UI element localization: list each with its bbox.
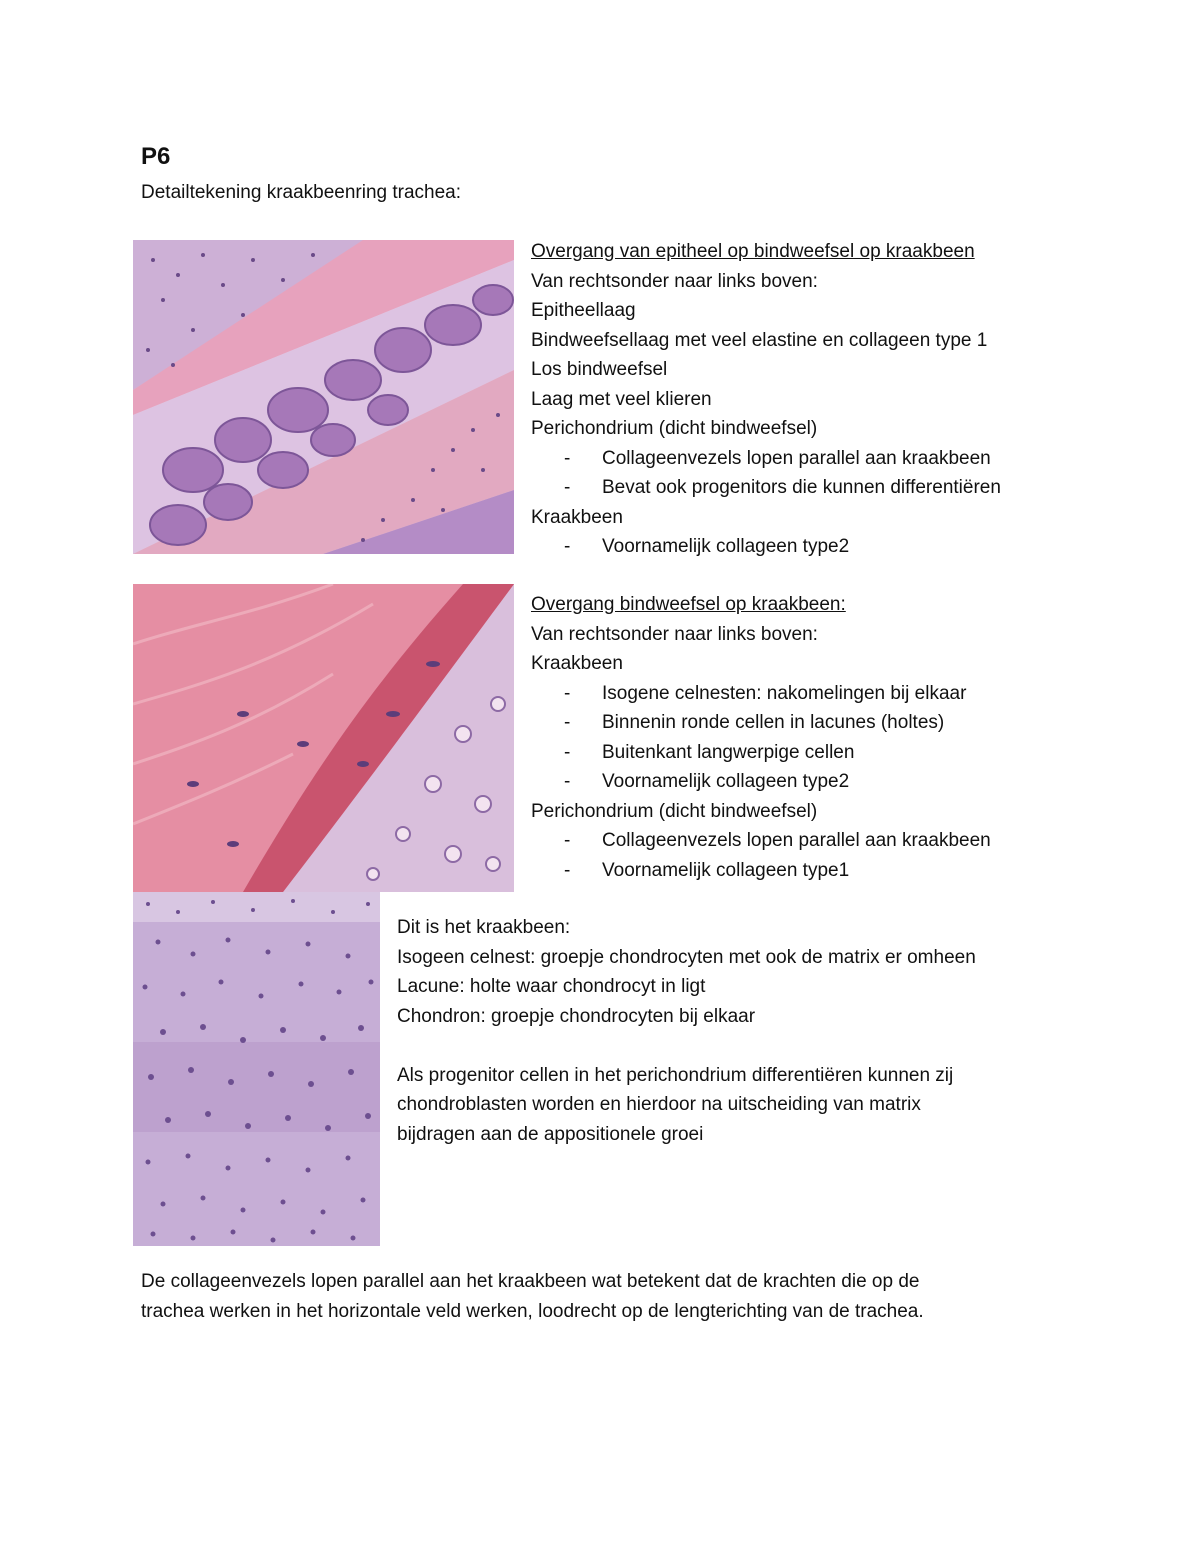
micrograph-glands-image [133, 240, 514, 554]
bullet-text: Voornamelijk collageen type2 [602, 771, 850, 792]
text-line: Chondron: groepje chondrocyten bij elkaar [397, 1005, 756, 1027]
bullet-dash: - [564, 447, 571, 469]
text-line: Dit is het kraakbeen: [397, 917, 571, 938]
bullet-text: Buitenkant langwerpige cellen [602, 741, 855, 763]
text-line: Perichondrium (dicht bindweefsel) [531, 418, 818, 439]
text-line: Kraakbeen [531, 506, 623, 528]
bullet-item [531, 444, 1001, 474]
paragraph-line: Als progenitor cellen in het perichondrium differentiëren kunnen zij [397, 1064, 954, 1086]
text-line: Perichondrium (dicht bindweefsel) [531, 800, 818, 822]
section-heading: Overgang bindweefsel op kraakbeen: [531, 594, 846, 615]
bullet-item [531, 532, 1001, 562]
blank-line [397, 1031, 976, 1061]
text-line: Los bindweefsel [531, 359, 668, 380]
paragraph-line: De collageenvezels lopen parallel aan het kraakbeen wat betekent dat de krachten die op de [141, 1271, 920, 1292]
bullet-text: Voornamelijk collageen type1 [602, 859, 850, 881]
text-line: Epitheellaag [531, 300, 636, 321]
text-line: Kraakbeen [531, 653, 623, 674]
bullet-text: Collageenvezels lopen parallel aan kraakbeen [602, 447, 991, 469]
bullet-item [531, 738, 991, 768]
bullet-text: Voornamelijk collageen type2 [602, 536, 850, 557]
bullet-dash: - [564, 536, 571, 557]
text-line: Bindweefsellaag met veel elastine en collageen type 1 [531, 329, 988, 351]
bullet-item [531, 767, 991, 797]
micrograph-perichondrium-image [133, 584, 514, 892]
micrograph-cartilage-image [133, 892, 380, 1246]
bullet-item [531, 856, 991, 886]
bullet-dash: - [564, 859, 571, 881]
page-title: P6 [141, 143, 171, 170]
bullet-item [531, 826, 991, 856]
bullet-item [531, 708, 991, 738]
bullet-dash: - [564, 477, 571, 498]
text-line: Laag met veel klieren [531, 388, 712, 410]
bullet-text: Collageenvezels lopen parallel aan kraakbeen [602, 830, 991, 851]
bullet-dash: - [564, 741, 571, 763]
bullet-item [531, 473, 1001, 503]
bullet-text: Binnenin ronde cellen in lacunes (holtes) [602, 712, 945, 733]
section-kraakbeen-text [397, 913, 976, 1149]
text-line: Lacune: holte waar chondrocyt in ligt [397, 976, 706, 997]
bullet-dash: - [564, 771, 571, 792]
bullet-dash: - [564, 830, 571, 851]
paragraph-line: chondroblasten worden en hierdoor na uitscheiding van matrix [397, 1094, 921, 1115]
conclusion-paragraph [141, 1267, 924, 1326]
bullet-item [531, 679, 991, 709]
bullet-dash: - [564, 712, 571, 733]
section-overgang-text [531, 590, 991, 885]
page-subtitle: Detailtekening kraakbeenring trachea: [141, 182, 462, 203]
section-heading: Overgang van epitheel op bindweefsel op kraakbeen [531, 241, 975, 262]
bullet-dash: - [564, 682, 571, 704]
text-line: Isogeen celnest: groepje chondrocyten met ook de matrix er omheen [397, 946, 976, 968]
text-line: Van rechtsonder naar links boven: [531, 270, 818, 292]
section-epitheel-text [531, 237, 1001, 562]
bullet-text: Bevat ook progenitors die kunnen differentiëren [602, 477, 1001, 498]
text-line: Van rechtsonder naar links boven: [531, 623, 818, 645]
bullet-text: Isogene celnesten: nakomelingen bij elkaar [602, 682, 967, 704]
paragraph-line: trachea werken in het horizontale veld werken, loodrecht op de lengterichting van de trachea. [141, 1300, 924, 1322]
paragraph-line: bijdragen aan de appositionele groei [397, 1123, 704, 1145]
